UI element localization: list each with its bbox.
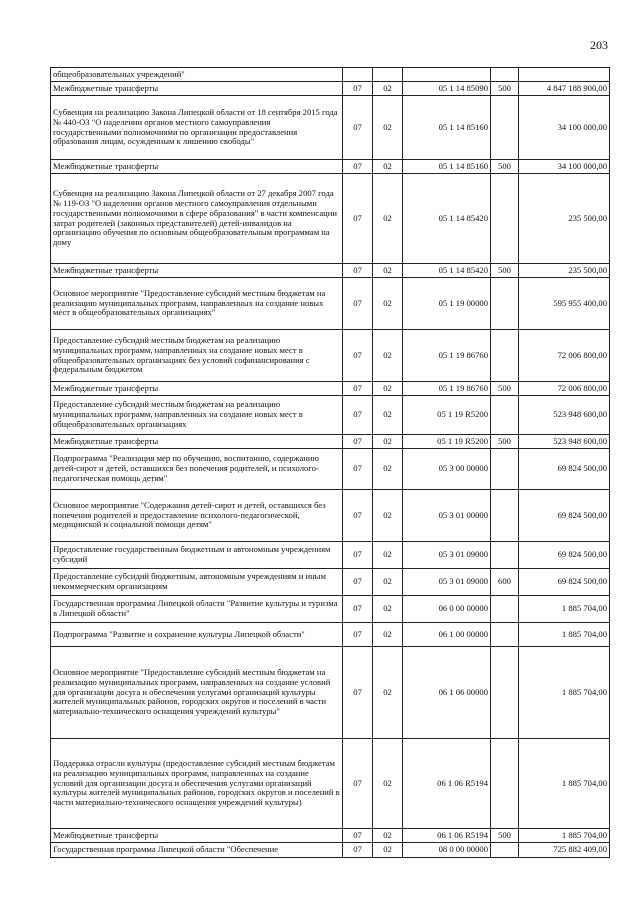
row-expense-type	[491, 490, 519, 542]
row-expense-type	[491, 330, 519, 382]
row-name: Предоставление субсидий местным бюджетам на реализацию муниципальных программ, направленных на создание новых мест в общеобразовательных организациях без условий софинансирования с федеральным бюджетом	[51, 330, 343, 382]
row-target-article: 05 1 14 85160	[403, 160, 491, 174]
row-expense-type	[491, 278, 519, 330]
row-name: Межбюджетные трансферты	[51, 160, 343, 174]
row-target-article: 05 1 19 00000	[403, 278, 491, 330]
row-expense-type	[491, 596, 519, 623]
table-row	[51, 264, 610, 278]
row-amount: 4 847 188 900,00	[519, 82, 610, 96]
row-section	[343, 68, 373, 82]
row-subsection: 02	[373, 382, 403, 396]
row-subsection: 02	[373, 569, 403, 596]
row-expense-type: 600	[491, 569, 519, 596]
row-expense-type: 500	[491, 829, 519, 843]
row-amount: 72 006 800,00	[519, 330, 610, 382]
row-subsection: 02	[373, 739, 403, 829]
row-name: Межбюджетные трансферты	[51, 264, 343, 278]
row-target-article: 05 3 01 00000	[403, 490, 491, 542]
row-amount: 1 885 704,00	[519, 623, 610, 647]
row-section: 07	[343, 264, 373, 278]
row-expense-type	[491, 542, 519, 569]
table-row	[51, 843, 610, 858]
row-expense-type	[491, 647, 519, 739]
row-target-article: 06 0 00 00000	[403, 596, 491, 623]
row-amount: 235 500,00	[519, 264, 610, 278]
row-name: Основное мероприятие "Предоставление субсидий местным бюджетам на реализацию муниципальных программ, направленных на создание условий для организации досуга и обеспечения услугами организаций культуры жителей муниципальных районов, городских округов и поселений в части материально-технического оснащения учреждений культуры"	[51, 647, 343, 739]
row-section: 07	[343, 596, 373, 623]
row-section: 07	[343, 96, 373, 160]
row-name: общеобразовательных учреждений"	[51, 68, 343, 82]
row-expense-type	[491, 96, 519, 160]
row-subsection: 02	[373, 490, 403, 542]
table-row	[51, 490, 610, 542]
row-section: 07	[343, 449, 373, 490]
row-expense-type	[491, 174, 519, 264]
row-target-article: 05 3 01 09000	[403, 569, 491, 596]
row-amount: 34 100 000,00	[519, 96, 610, 160]
row-expense-type: 500	[491, 435, 519, 449]
row-name: Государственная программа Липецкой области "Обеспечение	[51, 843, 343, 858]
row-target-article: 05 1 14 85090	[403, 82, 491, 96]
row-section: 07	[343, 382, 373, 396]
row-target-article: 05 1 19 R5200	[403, 396, 491, 435]
row-expense-type	[491, 843, 519, 858]
row-expense-type	[491, 68, 519, 82]
row-target-article: 05 1 14 85420	[403, 264, 491, 278]
table-row	[51, 68, 610, 82]
row-name: Межбюджетные трансферты	[51, 382, 343, 396]
table-row	[51, 829, 610, 843]
row-target-article: 05 1 14 85420	[403, 174, 491, 264]
row-subsection: 02	[373, 160, 403, 174]
row-amount: 1 885 704,00	[519, 739, 610, 829]
table-row	[51, 330, 610, 382]
table-row	[51, 739, 610, 829]
row-section: 07	[343, 739, 373, 829]
row-target-article: 06 1 06 R5194	[403, 739, 491, 829]
row-subsection: 02	[373, 264, 403, 278]
row-subsection: 02	[373, 82, 403, 96]
row-section: 07	[343, 542, 373, 569]
row-subsection: 02	[373, 330, 403, 382]
row-amount: 34 100 000,00	[519, 160, 610, 174]
row-expense-type	[491, 623, 519, 647]
row-target-article: 08 0 00 00000	[403, 843, 491, 858]
row-expense-type: 500	[491, 264, 519, 278]
row-section: 07	[343, 82, 373, 96]
row-amount: 72 006 800,00	[519, 382, 610, 396]
row-expense-type	[491, 449, 519, 490]
row-amount: 235 500,00	[519, 174, 610, 264]
row-section: 07	[343, 490, 373, 542]
row-amount: 69 824 500,00	[519, 490, 610, 542]
row-amount: 1 885 704,00	[519, 647, 610, 739]
row-name: Поддержка отрасли культуры (предоставление субсидий местным бюджетам на реализацию муниципальных программ, направленных на создание условий для организации досуга и обеспечения услугами организаций культуры жителей муниципальных районов, городских округов и поселений в части материально-технического оснащения учреждений культуры)	[51, 739, 343, 829]
row-expense-type: 500	[491, 82, 519, 96]
row-name: Предоставление государственным бюджетным и автономным учреждениям субсидий	[51, 542, 343, 569]
row-target-article	[403, 68, 491, 82]
row-subsection: 02	[373, 623, 403, 647]
table-row	[51, 82, 610, 96]
table-row	[51, 382, 610, 396]
row-name: Основное мероприятие "Предоставление субсидий местным бюджетам на реализацию муниципальных программ, направленных на создание новых мест в общеобразовательных организациях"	[51, 278, 343, 330]
row-name: Основное мероприятие "Содержания детей-сирот и детей, оставшихся без попечения родителей и предоставление психолого-педагогической, медицинской и социальной помощи детям"	[51, 490, 343, 542]
table-row	[51, 278, 610, 330]
row-section: 07	[343, 829, 373, 843]
row-section: 07	[343, 843, 373, 858]
row-target-article: 05 1 19 86760	[403, 382, 491, 396]
row-subsection: 02	[373, 396, 403, 435]
row-target-article: 05 1 14 85160	[403, 96, 491, 160]
row-section: 07	[343, 174, 373, 264]
row-target-article: 06 1 06 00000	[403, 647, 491, 739]
row-target-article: 05 1 19 86760	[403, 330, 491, 382]
table-row	[51, 396, 610, 435]
row-name: Предоставление субсидий бюджетным, автономным учреждениям и иным некоммерческим организациям	[51, 569, 343, 596]
row-target-article: 06 1 06 R5194	[403, 829, 491, 843]
row-name: Подпрограмма "Развитие и сохранение культуры Липецкой области"	[51, 623, 343, 647]
row-expense-type	[491, 396, 519, 435]
page-number: 203	[590, 38, 608, 52]
row-section: 07	[343, 330, 373, 382]
row-expense-type: 500	[491, 160, 519, 174]
row-amount: 69 824 500,00	[519, 449, 610, 490]
row-section: 07	[343, 647, 373, 739]
row-expense-type	[491, 739, 519, 829]
row-section: 07	[343, 278, 373, 330]
row-subsection: 02	[373, 449, 403, 490]
row-section: 07	[343, 623, 373, 647]
row-expense-type: 500	[491, 382, 519, 396]
row-amount: 595 955 400,00	[519, 278, 610, 330]
budget-table	[50, 67, 610, 858]
row-amount: 523 948 600,00	[519, 396, 610, 435]
row-amount: 523 948 600,00	[519, 435, 610, 449]
table-row	[51, 160, 610, 174]
row-section: 07	[343, 396, 373, 435]
row-name: Субвенция на реализацию Закона Липецкой области от 18 сентября 2015 года № 440-ОЗ "О наделении органов местного самоуправления государственными полномочиями по организации предоставления образования лицам, осужденным к лишению свободы"	[51, 96, 343, 160]
row-section: 07	[343, 569, 373, 596]
table-row	[51, 569, 610, 596]
row-name: Межбюджетные трансферты	[51, 82, 343, 96]
row-amount: 1 885 704,00	[519, 596, 610, 623]
row-target-article: 05 1 19 R5200	[403, 435, 491, 449]
row-target-article: 05 3 01 09000	[403, 542, 491, 569]
row-target-article: 05 3 00 00000	[403, 449, 491, 490]
row-name: Предоставление субсидий местным бюджетам на реализацию муниципальных программ, направленных на создание новых мест в общеобразовательных организациях	[51, 396, 343, 435]
table-row	[51, 542, 610, 569]
row-subsection: 02	[373, 829, 403, 843]
row-section: 07	[343, 160, 373, 174]
row-amount: 69 824 500,00	[519, 542, 610, 569]
row-name: Субвенция на реализацию Закона Липецкой области от 27 декабря 2007 года № 119-ОЗ "О наделении органов местного самоуправления отдельными государственными полномочиями в сфере образования" в части компенсации затрат родителей (законных представителей) детей-инвалидов на организацию обучения по основным общеобразовательным программам на дому	[51, 174, 343, 264]
row-section: 07	[343, 435, 373, 449]
row-subsection: 02	[373, 596, 403, 623]
table-row	[51, 435, 610, 449]
table-row	[51, 174, 610, 264]
row-subsection: 02	[373, 96, 403, 160]
row-name: Подпрограмма "Реализация мер по обучению, воспитанию, содержанию детей-сирот и детей, оставшихся без попечения родителей, и психолого-педагогическая помощь детям"	[51, 449, 343, 490]
row-subsection: 02	[373, 843, 403, 858]
row-name: Межбюджетные трансферты	[51, 829, 343, 843]
row-amount: 69 824 500,00	[519, 569, 610, 596]
table-row	[51, 449, 610, 490]
table-row	[51, 596, 610, 623]
row-subsection	[373, 68, 403, 82]
row-name: Государственная программа Липецкой области "Развитие культуры и туризма в Липецкой области"	[51, 596, 343, 623]
row-name: Межбюджетные трансферты	[51, 435, 343, 449]
row-amount	[519, 68, 610, 82]
row-subsection: 02	[373, 278, 403, 330]
row-amount: 725 882 409,00	[519, 843, 610, 858]
row-amount: 1 885 704,00	[519, 829, 610, 843]
table-row	[51, 96, 610, 160]
row-target-article: 06 1 00 00000	[403, 623, 491, 647]
row-subsection: 02	[373, 647, 403, 739]
table-row	[51, 647, 610, 739]
row-subsection: 02	[373, 174, 403, 264]
row-subsection: 02	[373, 435, 403, 449]
table-row	[51, 623, 610, 647]
row-subsection: 02	[373, 542, 403, 569]
